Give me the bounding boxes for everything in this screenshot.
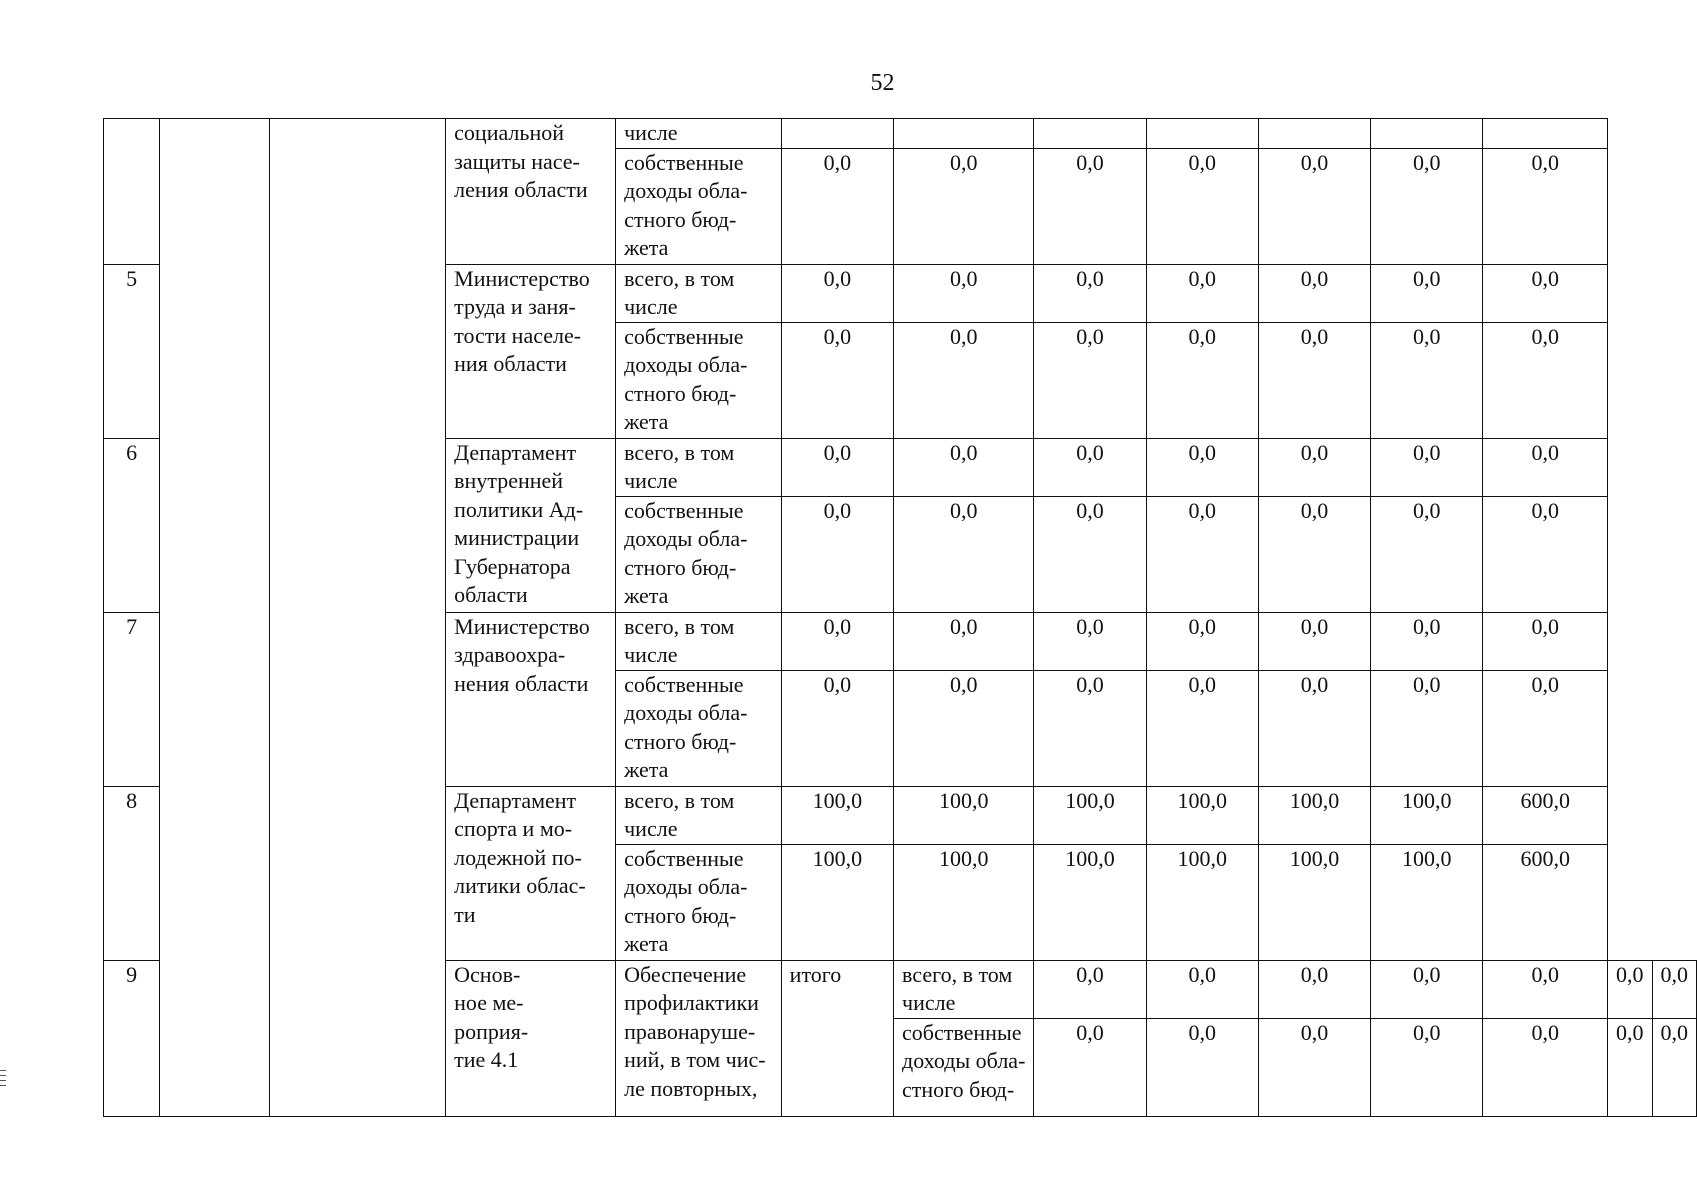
- cell-line: области: [454, 582, 528, 607]
- funding-source-cell: [616, 496, 782, 612]
- cell-line: Министерство: [454, 265, 590, 291]
- cell-line: 0,0: [1188, 961, 1217, 987]
- cell-line: 0,0: [1660, 1019, 1688, 1045]
- cell-line: доходы обла-: [624, 700, 748, 725]
- cell-line: 0,0: [1413, 265, 1441, 291]
- cell-line: собственные: [624, 845, 744, 871]
- cell-line: стного бюд-: [624, 902, 737, 928]
- cell-line: тости населе-: [454, 322, 582, 348]
- cell-line: стного бюд-: [624, 728, 737, 754]
- cell-line: 0,0: [1660, 961, 1688, 987]
- table-row: [104, 119, 1697, 149]
- funding-source-cell: [616, 844, 782, 960]
- value-cell: [1034, 960, 1146, 1018]
- cell-line: 0,0: [1076, 613, 1104, 639]
- value-cell: [781, 264, 893, 322]
- cell-line: правонаруше-: [624, 1018, 756, 1044]
- value-cell: [1258, 670, 1370, 786]
- value-cell: [1258, 264, 1370, 322]
- value-cell: [894, 119, 1034, 149]
- cell-line: 0,0: [1413, 149, 1441, 175]
- value-cell: [1034, 264, 1146, 322]
- cell-line: 0,0: [949, 439, 978, 465]
- value-cell: [1483, 322, 1608, 438]
- cell-line: жета: [624, 409, 669, 434]
- value-cell: [894, 148, 1034, 264]
- cell-line: 0,0: [823, 439, 852, 465]
- cell-line: 0,0: [1413, 671, 1441, 697]
- cell-line: защиты насе-: [454, 148, 580, 174]
- cell-line: 0,0: [1413, 323, 1441, 349]
- cell-line: 0,0: [1188, 1019, 1217, 1045]
- value-cell: [1258, 960, 1370, 1018]
- value-cell: [1371, 119, 1483, 149]
- cell-line: всего, в том: [624, 613, 735, 639]
- cell-line: ния области: [454, 351, 567, 376]
- value-cell: [1034, 670, 1146, 786]
- cell-line: 0,0: [1188, 149, 1217, 175]
- cell-line: собственные: [624, 497, 744, 523]
- cell-line: 0,0: [1300, 613, 1329, 639]
- funding-source-cell: [616, 264, 782, 322]
- value-cell: [1258, 612, 1370, 670]
- cell-line: 0,0: [949, 613, 978, 639]
- activity-name-cell: [616, 960, 782, 1116]
- cell-line: собственные: [624, 149, 744, 175]
- row-number-cell: [104, 612, 160, 786]
- cell-line: Губернатора: [454, 553, 571, 579]
- cell-line: 0,0: [1076, 671, 1104, 697]
- cell-line: числе: [624, 642, 678, 667]
- value-cell: [781, 119, 893, 149]
- cell-line: всего, в том: [624, 787, 735, 813]
- value-cell: [781, 612, 893, 670]
- cell-line: 0,0: [1531, 497, 1559, 523]
- activity-type-cell: [160, 119, 269, 1117]
- value-cell: [894, 438, 1034, 496]
- value-cell: [1258, 844, 1370, 960]
- cell-line: собственные: [624, 671, 744, 697]
- value-cell: [1258, 438, 1370, 496]
- cell-line: 0,0: [1531, 265, 1559, 291]
- cell-line: 0,0: [1188, 323, 1217, 349]
- value-cell: [1371, 612, 1483, 670]
- cell-line: Основ-: [454, 961, 521, 987]
- value-cell: [781, 670, 893, 786]
- cell-line: доходы обла-: [624, 178, 748, 203]
- cell-line: жета: [624, 931, 669, 956]
- cell-line: 0,0: [1188, 439, 1217, 465]
- cell-line: 0,0: [1413, 613, 1441, 639]
- cell-line: лодежной по-: [454, 844, 582, 870]
- value-cell: [1371, 1018, 1483, 1116]
- funding-source-cell: [616, 322, 782, 438]
- value-cell: [1371, 670, 1483, 786]
- budget-table: [103, 118, 1697, 1117]
- cell-line: 0,0: [1300, 439, 1329, 465]
- value-cell: [1146, 119, 1258, 149]
- table-body: [104, 119, 1697, 1117]
- cell-line: числе: [624, 468, 678, 493]
- value-cell: [1258, 496, 1370, 612]
- cell-line: числе: [624, 816, 678, 841]
- cell-line: 0,0: [949, 497, 978, 523]
- budget-table-wrapper: [103, 118, 1697, 1117]
- organization-cell: [446, 612, 616, 786]
- value-cell: [1146, 322, 1258, 438]
- cell-line: 0,0: [1413, 439, 1441, 465]
- cell-line: стного бюд-: [624, 206, 737, 232]
- value-cell: [1371, 264, 1483, 322]
- cell-line: жета: [624, 583, 669, 608]
- cell-line: 100,0: [1177, 845, 1228, 871]
- value-cell: [1034, 438, 1146, 496]
- row-number-cell: [104, 438, 160, 612]
- cell-line: 100,0: [938, 845, 989, 871]
- value-cell: [1034, 496, 1146, 612]
- cell-line: 0,0: [823, 265, 852, 291]
- cell-line: 0,0: [1076, 323, 1104, 349]
- value-cell: [1146, 438, 1258, 496]
- cell-line: 6: [126, 439, 138, 465]
- cell-line: 0,0: [1300, 497, 1329, 523]
- cell-line: всего, в том: [902, 961, 1013, 987]
- value-cell: [1371, 148, 1483, 264]
- cell-line: 0,0: [949, 323, 978, 349]
- cell-line: 100,0: [1402, 787, 1452, 813]
- value-cell: [1258, 148, 1370, 264]
- cell-line: 0,0: [1616, 961, 1644, 987]
- value-cell: [1371, 438, 1483, 496]
- value-cell: [781, 786, 893, 844]
- cell-line: всего, в том: [624, 265, 735, 291]
- cell-line: 9: [126, 961, 138, 987]
- value-cell: [1146, 148, 1258, 264]
- cell-line: социальной: [454, 120, 564, 145]
- cell-line: ле повторных,: [624, 1075, 758, 1101]
- value-cell: [1483, 264, 1608, 322]
- cell-line: 0,0: [1188, 671, 1217, 697]
- funding-source-cell: [616, 786, 782, 844]
- cell-line: 0,0: [1076, 439, 1104, 465]
- cell-line: 0,0: [1531, 149, 1559, 175]
- cell-line: 100,0: [1402, 845, 1452, 871]
- value-cell: [1483, 119, 1608, 149]
- value-cell: [1483, 496, 1608, 612]
- value-cell: [1371, 786, 1483, 844]
- activity-name-cell: [269, 119, 445, 1117]
- value-cell: [781, 844, 893, 960]
- cell-line: 0,0: [949, 671, 978, 697]
- value-cell: [1483, 612, 1608, 670]
- cell-line: 100,0: [1065, 787, 1115, 813]
- value-cell: [1371, 496, 1483, 612]
- funding-source-cell: [616, 670, 782, 786]
- cell-line: 0,0: [1076, 497, 1104, 523]
- value-cell: [1146, 670, 1258, 786]
- cell-line: числе: [902, 990, 956, 1015]
- value-cell: [894, 786, 1034, 844]
- value-cell: [1034, 322, 1146, 438]
- scan-edge-marks: [0, 1070, 6, 1090]
- funding-source-cell: [894, 960, 1034, 1018]
- cell-line: 0,0: [1076, 1019, 1104, 1045]
- cell-line: 0,0: [1300, 149, 1329, 175]
- cell-line: 0,0: [949, 265, 978, 291]
- cell-line: труда и заня-: [454, 294, 576, 319]
- value-cell: [1146, 612, 1258, 670]
- cell-line: 0,0: [823, 149, 852, 175]
- cell-line: 100,0: [1065, 845, 1115, 871]
- funding-source-cell: [616, 438, 782, 496]
- value-cell: [1258, 786, 1370, 844]
- cell-line: 0,0: [1300, 961, 1329, 987]
- funding-source-cell: [616, 119, 782, 149]
- cell-line: 0,0: [1076, 265, 1104, 291]
- cell-line: доходы обла-: [624, 352, 748, 377]
- cell-line: стного бюд-: [624, 380, 737, 406]
- value-cell: [1652, 960, 1697, 1018]
- value-cell: [1034, 1018, 1146, 1116]
- cell-line: 0,0: [1188, 613, 1217, 639]
- value-cell: [1483, 1018, 1608, 1116]
- cell-line: собственные: [624, 323, 744, 349]
- cell-line: стного бюд-: [624, 554, 737, 580]
- cell-line: 0,0: [823, 613, 852, 639]
- cell-line: 0,0: [1076, 961, 1104, 987]
- funding-source-cell: [616, 148, 782, 264]
- value-cell: [781, 148, 893, 264]
- cell-line: жета: [624, 235, 669, 260]
- cell-line: стного бюд-: [902, 1076, 1015, 1102]
- cell-line: числе: [624, 120, 678, 145]
- cell-line: спорта и мо-: [454, 816, 573, 841]
- organization-cell: [446, 119, 616, 265]
- value-cell: [1483, 844, 1608, 960]
- cell-line: 0,0: [949, 149, 978, 175]
- cell-line: итого: [789, 961, 842, 987]
- value-cell: [1258, 1018, 1370, 1116]
- value-cell: [1034, 148, 1146, 264]
- value-cell: [1146, 844, 1258, 960]
- cell-line: 600,0: [1520, 787, 1570, 813]
- cell-line: 0,0: [1300, 671, 1329, 697]
- value-cell: [1258, 119, 1370, 149]
- row-number-cell: [104, 960, 160, 1116]
- organization-cell: [446, 786, 616, 960]
- cell-line: 7: [126, 613, 138, 639]
- value-cell: [1146, 786, 1258, 844]
- cell-line: ное ме-: [454, 990, 524, 1015]
- value-cell: [1608, 960, 1653, 1018]
- cell-line: литики облас-: [454, 873, 586, 898]
- cell-line: 0,0: [1413, 497, 1441, 523]
- value-cell: [1146, 496, 1258, 612]
- cell-line: 5: [126, 265, 138, 291]
- cell-line: 100,0: [812, 845, 863, 871]
- value-cell: [1608, 1018, 1653, 1116]
- cell-line: ления области: [454, 177, 588, 202]
- activity-type-cell: [446, 960, 616, 1116]
- value-cell: [1146, 960, 1258, 1018]
- value-cell: [1034, 786, 1146, 844]
- value-cell: [1371, 960, 1483, 1018]
- value-cell: [894, 322, 1034, 438]
- value-cell: [1483, 670, 1608, 786]
- cell-line: 0,0: [1300, 265, 1329, 291]
- cell-line: 100,0: [1177, 787, 1228, 813]
- value-cell: [894, 844, 1034, 960]
- cell-line: 100,0: [1289, 845, 1340, 871]
- cell-line: профилактики: [624, 990, 759, 1015]
- cell-line: 0,0: [1531, 671, 1559, 697]
- cell-line: доходы обла-: [624, 526, 748, 551]
- cell-line: ний, в том чис-: [624, 1047, 766, 1072]
- cell-line: внутренней: [454, 468, 564, 493]
- row-number-cell: [104, 119, 160, 265]
- cell-line: 100,0: [938, 787, 989, 813]
- cell-line: 100,0: [812, 787, 863, 813]
- cell-line: 0,0: [823, 323, 852, 349]
- page-number: 52: [870, 70, 895, 96]
- cell-line: 0,0: [1188, 265, 1217, 291]
- cell-line: министрации: [454, 525, 580, 550]
- row-number-cell: [104, 786, 160, 960]
- cell-line: 0,0: [1300, 323, 1329, 349]
- value-cell: [781, 496, 893, 612]
- cell-line: собственные: [902, 1019, 1022, 1045]
- cell-line: 0,0: [1076, 149, 1104, 175]
- cell-line: ти: [454, 901, 476, 927]
- cell-line: 0,0: [1531, 323, 1559, 349]
- cell-line: всего, в том: [624, 439, 735, 465]
- cell-line: 0,0: [1531, 613, 1559, 639]
- cell-line: 0,0: [1531, 1019, 1559, 1045]
- cell-line: роприя-: [454, 1018, 529, 1044]
- cell-line: 8: [126, 787, 138, 813]
- cell-line: 0,0: [1300, 1019, 1329, 1045]
- value-cell: [1034, 612, 1146, 670]
- value-cell: [1146, 1018, 1258, 1116]
- organization-cell: [781, 960, 893, 1116]
- cell-line: тие 4.1: [454, 1047, 519, 1072]
- value-cell: [1652, 1018, 1697, 1116]
- value-cell: [1371, 844, 1483, 960]
- value-cell: [781, 322, 893, 438]
- value-cell: [1483, 960, 1608, 1018]
- cell-line: Министерство: [454, 613, 590, 639]
- value-cell: [1371, 322, 1483, 438]
- organization-cell: [446, 438, 616, 612]
- cell-line: числе: [624, 294, 678, 319]
- cell-line: Обеспечение: [624, 961, 747, 987]
- cell-line: 0,0: [1531, 439, 1559, 465]
- value-cell: [894, 264, 1034, 322]
- value-cell: [1483, 148, 1608, 264]
- cell-line: Департамент: [454, 439, 577, 465]
- cell-line: нения области: [454, 670, 589, 696]
- value-cell: [1258, 322, 1370, 438]
- cell-line: 0,0: [1188, 497, 1217, 523]
- organization-cell: [446, 264, 616, 438]
- cell-line: Департамент: [454, 787, 577, 813]
- value-cell: [1034, 844, 1146, 960]
- cell-line: политики Ад-: [454, 496, 584, 522]
- cell-line: жета: [624, 757, 669, 782]
- cell-line: 0,0: [1531, 961, 1559, 987]
- row-number-cell: [104, 264, 160, 438]
- cell-line: 0,0: [823, 671, 852, 697]
- cell-line: 0,0: [1616, 1019, 1644, 1045]
- value-cell: [894, 670, 1034, 786]
- value-cell: [781, 438, 893, 496]
- value-cell: [1483, 786, 1608, 844]
- cell-line: 100,0: [1289, 787, 1340, 813]
- cell-line: доходы обла-: [624, 874, 748, 899]
- value-cell: [894, 612, 1034, 670]
- value-cell: [894, 496, 1034, 612]
- value-cell: [1483, 438, 1608, 496]
- cell-line: 0,0: [1413, 961, 1441, 987]
- cell-line: здравоохра-: [454, 642, 566, 667]
- value-cell: [1034, 119, 1146, 149]
- cell-line: 0,0: [1413, 1019, 1441, 1045]
- value-cell: [1146, 264, 1258, 322]
- funding-source-cell: [894, 1018, 1034, 1116]
- cell-line: 0,0: [823, 497, 852, 523]
- funding-source-cell: [616, 612, 782, 670]
- cell-line: 600,0: [1520, 845, 1570, 871]
- cell-line: доходы обла-: [902, 1048, 1026, 1073]
